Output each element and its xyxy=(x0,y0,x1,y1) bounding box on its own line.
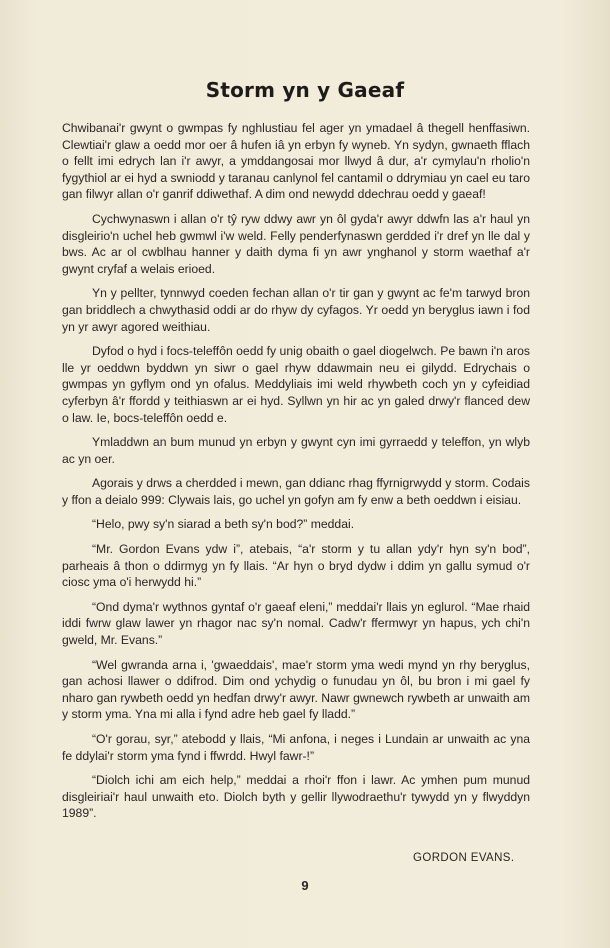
author-signature: GORDON EVANS. xyxy=(413,852,515,864)
paragraph-3: Yn y pellter, tynnwyd coeden fechan allan o'r tir gan y gwynt ac fe'm tarwyd bron gan briddlech a chwythasid oddi ar do rhyw dy cyfagos. Yr oedd yn beryglus iawn i fod yn yr awyr agored weithiau. xyxy=(62,286,530,334)
page-number: 9 xyxy=(301,878,309,893)
paragraph-4: Dyfod o hyd i focs-teleffôn oedd fy unig obaith o gael diogelwch. Pe bawn i'n aros lle yr oeddwn byddwn yn siwr o gael rhyw ddawmain neu ei gilydd. Edrychais o gwmpas yn gyflym ond yn ofalus. Meddyliais imi weld rhywbeth coch yn y cyfeidiad cyferbyn â'r ffordd y teithiaswn ar ei hyd. Syllwn yn hir ac yn galed drwy'r flanced dew o law. Ie, bocs-teleffôn oedd e. xyxy=(62,344,530,425)
paragraph-9: “Ond dyma'r wythnos gyntaf o'r gaeaf eleni,” meddai'r llais yn eglurol. “Mae rhaid iddi fwrw glaw lawer yn rhagor nac sy'n nomal. Cadw'r ffermwyr yn hapus, ych chi'n gweld, Mr. Evans.” xyxy=(62,599,530,648)
story-body xyxy=(62,120,530,830)
paragraph-7: “Helo, pwy sy'n siarad a beth sy'n bod?” meddai. xyxy=(92,517,355,532)
paragraph-1: Chwibanai'r gwynt o gwmpas fy nghlustiau fel ager yn ymadael â thegell henffasiwn. Clewtiai'r glaw a oedd mor oer â hufen iâ yn erbyn fy wyneb. Yn sydyn, gwnaeth fflach o fellt imi edrych lan i'r awyr, a ymddangosai mor llwyd â dur, a'r cymylau'n rholio'n fygythiol ar ei hyd a swniodd y taranau canlynol fel cantamil o ddrymiau yn cael eu taro gan filwyr allan o'r ganrif ddiwethaf. A dim ond newydd ddechrau oedd y gaeaf! xyxy=(62,121,530,202)
paragraph-2: Cychwynaswn i allan o'r tŷ ryw ddwy awr yn ôl gyda'r awyr ddwfn las a'r haul yn disgleirio'n uchel heb gwmwl i'w weld. Felly penderfynaswn gerdded i'r dref yn lle dal y bws. Ac ar ol cwblhau hanner y daith dyma fi yn awr ynghanol y storm waethaf a'r gwynt cryfaf a welais erioed. xyxy=(62,211,530,276)
paragraph-10: “Wel gwranda arna i, 'gwaeddais', mae'r storm yma wedi mynd yn rhy beryglus, gan achosi llawer o ddifrod. Dim ond ychydig o funudau yn ôl, bu bron i mi gael fy nharo gan rywbeth oedd yn hedfan drwy'r awyr. Nawr gwnewch rywbeth ar unwaith am y storm yma. Yna mi alla i fynd adre heb gael fy lladd.” xyxy=(62,657,530,722)
paragraph-12: “Diolch ichi am eich help,” meddai a rhoi'r ffon i lawr. Ac ymhen pum munud disgleiriai'r haul unwaith eto. Diolch byth y gellir llywodraethu'r tywydd yn y flwyddyn 1989”. xyxy=(62,773,530,821)
paragraph-8: “Mr. Gordon Evans ydw i”, atebais, “a'r storm y tu allan ydy'r hyn sy'n bod”, parheais â thon o ddirmyg yn fy llais. “Ar hyn o bryd dydw i ddim yn gallu symud o'r ciosc yma o'i herwydd hi.” xyxy=(62,542,530,590)
paragraph-6: Agorais y drws a cherdded i mewn, gan ddianc rhag ffyrnigrwydd y storm. Codais y ffon a deialo 999: Clywais lais, go uchel yn gofyn am fy enw a beth oeddwn i eisiau. xyxy=(62,476,530,507)
paragraph-5: Ymladdwn an bum munud yn erbyn y gwynt cyn imi gyrraedd y teleffon, yn wlyb ac yn oer. xyxy=(62,435,530,466)
paragraph-11: “O'r gorau, syr,” atebodd y llais, “Mi anfona, i neges i Lundain ar unwaith ac yna fe ddylai'r storm yma fynd i ffwrdd. Hwyl fawr-!” xyxy=(62,732,530,763)
story-title: Storm yn y Gaeaf xyxy=(205,78,405,102)
